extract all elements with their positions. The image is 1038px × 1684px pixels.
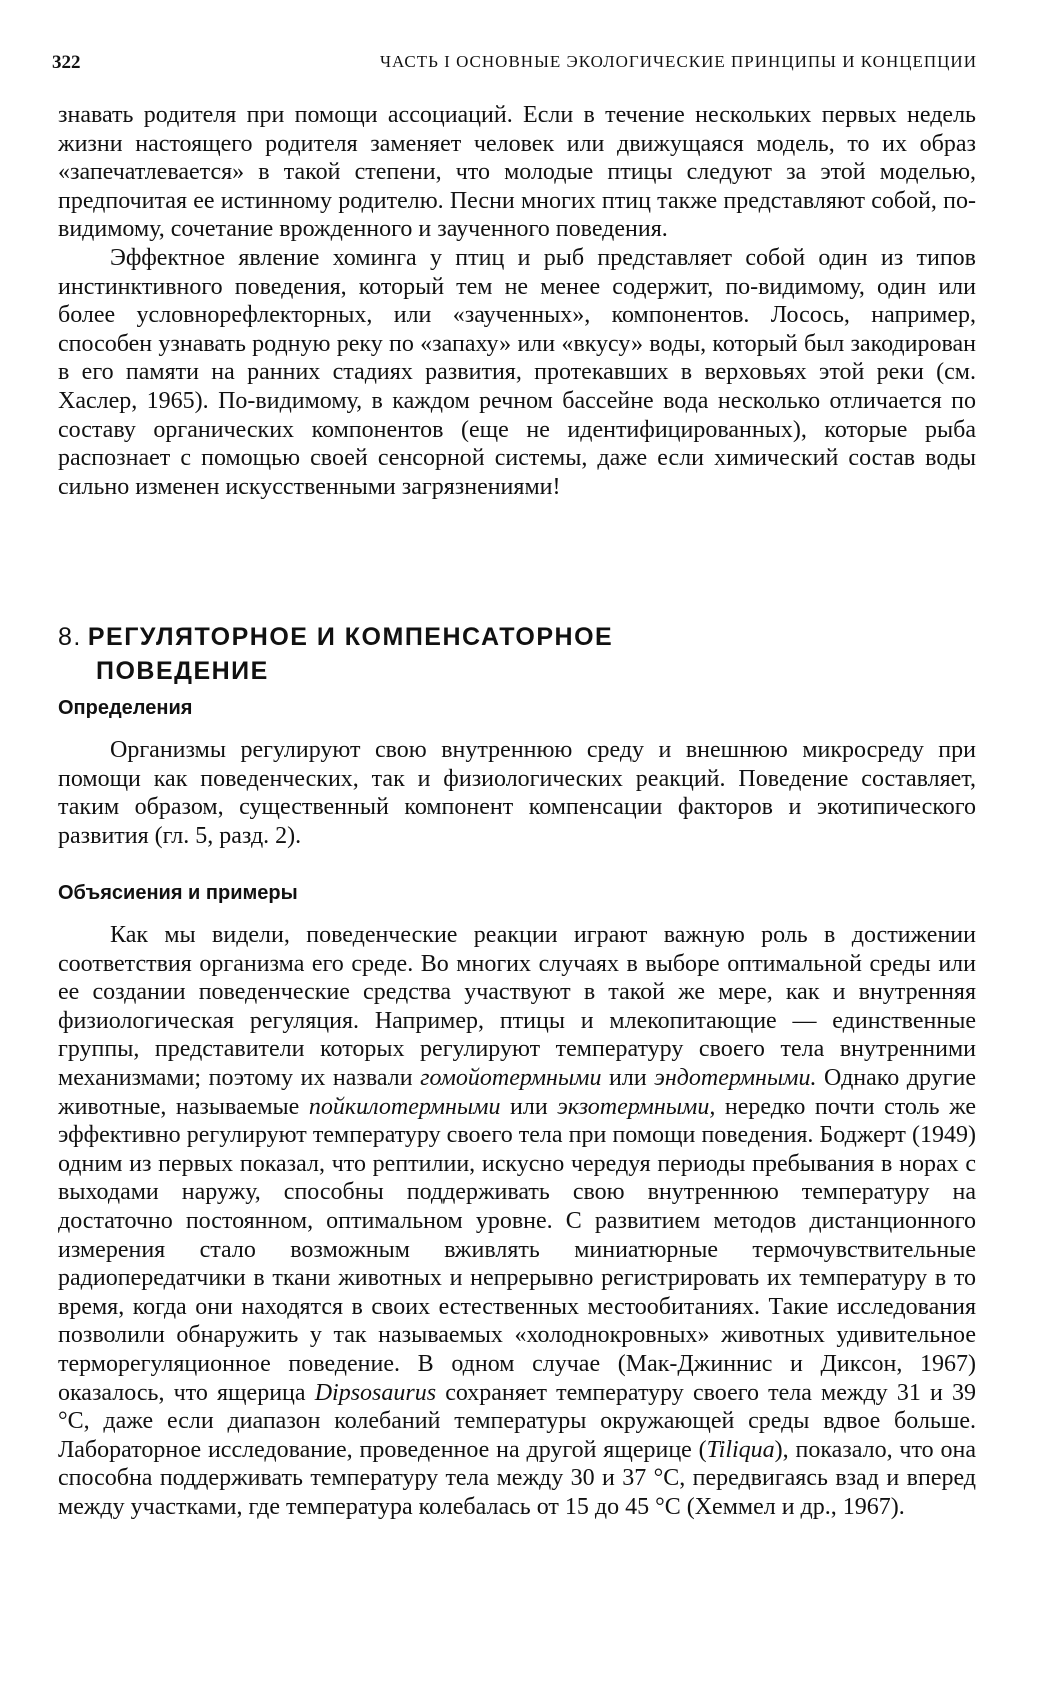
term-homoiothermic: гомойотермными xyxy=(420,1064,602,1091)
paragraph-continued: знавать родителя при помощи ассоциаций. Если в течение нескольких первых недель жизни настоящего родителя заменяет человек или движущаяся модель, то их образ «запечатлевается» в такой степени, что молодые птицы следуют за этой моделью, предпочитая ее истинному родителю. Песни многих птиц также представляют собой, по-видимому, сочетание врожденного и заученного поведения. xyxy=(58,102,976,243)
text-segment: или xyxy=(500,1093,558,1120)
text-segment: сохраняет температуру своего тела между 31 и 39 °C, даже если диапазон колебаний температуры окружающей среды вдвое больше. Лабораторное исследование, проведенное на другой ящерице ( xyxy=(58,1379,976,1463)
running-title: ЧАСТЬ I ОСНОВНЫЕ ЭКОЛОГИЧЕСКИЕ ПРИНЦИПЫ И КОНЦЕПЦИИ xyxy=(379,52,977,71)
term-endothermic: эндотермными. xyxy=(654,1064,817,1091)
section-number: 8. xyxy=(58,623,82,651)
subheading-examples: Объясиения и примеры xyxy=(58,882,298,904)
definitions-paragraph: Организмы регулируют свою внутреннюю среду и внешнюю микросреду при помощи как поведенческих, так и физиологических реакций. Поведение составляет, таким образом, существенный компонент компенсации факторов и экотипического развития (гл. 5, разд. 2). xyxy=(58,737,976,849)
term-poikilothermic: пойкилотермными xyxy=(308,1093,501,1120)
section-title-line1: РЕГУЛЯТОРНОЕ И КОМПЕНСАТОРНОЕ xyxy=(87,623,614,651)
definitions-block xyxy=(58,736,976,850)
examples-paragraph xyxy=(58,921,976,1521)
examples-block xyxy=(58,921,976,1521)
page-number: 322 xyxy=(52,52,81,73)
text-segment: нередко почти столь же эффективно регулируют температуру своего тела при помощи поведения. Боджерт (1949) одним из первых показал, что рептилии, искусно чередуя периоды пребывания в норах с выходами наружу, способны поддерживать свою внутреннюю температуру на достаточно постоянном, оптимальном уровне. С развитием методов дистанционного измерения стало возможным вживлять миниатюрные термочувствительные радиопередатчики в ткани животных и непрерывно регистрировать их температуру в то время, когда они находятся в своих естественных местообитаниях. Такие исследования позволили обнаружить у так называемых «холоднокровных» животных удивительное терморегуляционное поведение. В одном случае (Мак-Джиннис и Диксон, 1967) оказалось, что ящерица xyxy=(58,1093,976,1406)
section-title-line2: ПОВЕДЕНИЕ xyxy=(96,657,269,685)
text-segment: ), показало, что она способна поддерживать температуру тела между 30 и 37 °C, передвигаясь взад и вперед между участками, где температура колебалась от 15 до 45 °C (Хеммел и др., 1967). xyxy=(58,1436,976,1520)
text-segment: или xyxy=(601,1064,655,1091)
running-header xyxy=(52,52,977,74)
top-text-block xyxy=(58,101,976,501)
term-ectothermic: экзотермными, xyxy=(557,1093,716,1120)
section-heading xyxy=(58,620,976,688)
text-segment: Однако другие животные, называемые xyxy=(58,1064,977,1120)
paragraph-homing: Эффектное явление хоминга у птиц и рыб представляет собой один из типов инстинктивного поведения, который тем не менее содержит, по-видимому, один или более условнорефлекторных, или «заученных», компонентов. Лосось, например, способен узнавать родную реку по «запаху» или «вкусу» воды, который был закодирован в его памяти на ранних стадиях развития, протекавших в верховьях этой реки (см. Хаслер, 1965). По-видимому, в каждом речном бассейне вода несколько отличается по составу органических компонентов (еще не идентифицированных), которые рыба распознает с помощью своей сенсорной системы, даже если химический состав воды сильно изменен искусственными загрязнениями! xyxy=(58,244,976,500)
genus-dipsosaurus: Dipsosaurus xyxy=(314,1379,437,1406)
subheading-definitions: Определения xyxy=(58,697,193,719)
text-segment: Как мы видели, поведенческие реакции играют важную роль в достижении соответствия организма его среде. Во многих случаях в выборе оптимальной среды или ее создании поведенческие средства участвуют в такой же мере, как и внутренняя физиологическая регуляция. Например, птицы и млекопитающие — единственные группы, представители которых регулируют температуру своего тела внутренними механизмами; поэтому их назвали xyxy=(58,922,976,1091)
genus-tiliqua: Tiliqua xyxy=(706,1436,775,1463)
